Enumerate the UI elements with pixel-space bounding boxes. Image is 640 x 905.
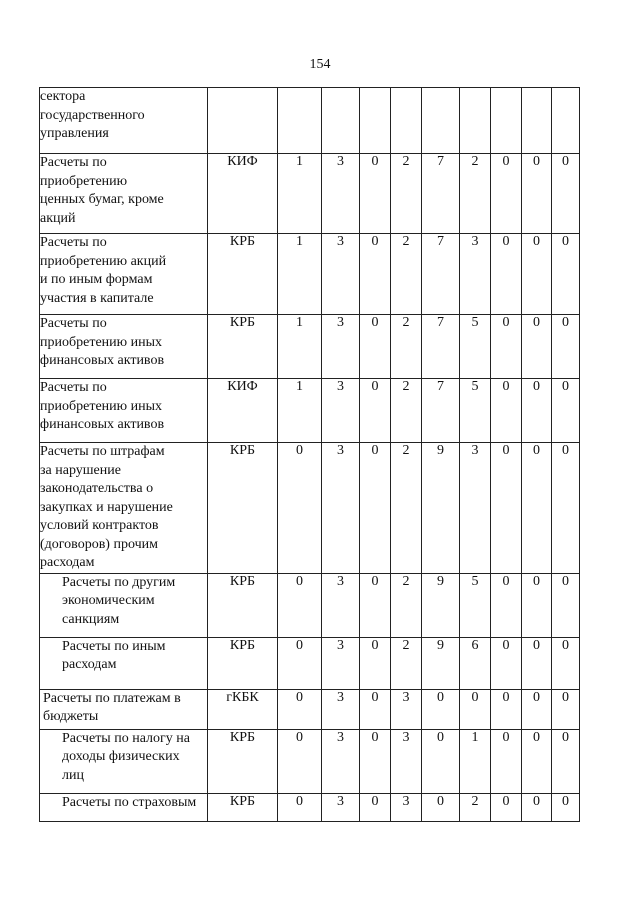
description-line: приобретению иных bbox=[40, 334, 162, 350]
account-digit: 0 bbox=[491, 154, 522, 234]
account-digit: 0 bbox=[522, 234, 552, 315]
account-digit: 0 bbox=[360, 637, 391, 689]
account-code: КИФ bbox=[208, 379, 278, 443]
account-code: КИФ bbox=[208, 154, 278, 234]
table-row bbox=[40, 637, 580, 689]
account-digit: 2 bbox=[391, 443, 422, 574]
account-digit: 0 bbox=[552, 689, 580, 729]
account-digit: 0 bbox=[552, 729, 580, 793]
account-digit: 2 bbox=[391, 379, 422, 443]
account-digit: 3 bbox=[460, 443, 491, 574]
description-line: Расчеты по платежам в bbox=[43, 690, 181, 706]
description-line: управления bbox=[40, 126, 109, 141]
account-digit: 3 bbox=[322, 379, 360, 443]
table-row bbox=[40, 443, 580, 574]
account-digit: 0 bbox=[552, 793, 580, 821]
account-digit: 1 bbox=[460, 729, 491, 793]
description-line: финансовых активов bbox=[40, 353, 165, 368]
description-line: законодательства о bbox=[40, 481, 154, 496]
account-code: КРБ bbox=[208, 637, 278, 689]
description-line: расходам bbox=[40, 555, 95, 570]
account-digit: 2 bbox=[391, 573, 422, 637]
description-line: приобретению иных bbox=[40, 398, 162, 414]
account-description bbox=[40, 573, 208, 637]
account-digit: 7 bbox=[422, 379, 460, 443]
description-line: финансовых активов bbox=[40, 417, 165, 432]
description-line: Расчеты по страховым bbox=[62, 794, 197, 810]
account-digit: 3 bbox=[391, 793, 422, 821]
account-digit: 3 bbox=[322, 573, 360, 637]
account-digit: 0 bbox=[278, 443, 322, 574]
account-digit: 0 bbox=[491, 234, 522, 315]
account-code: КРБ bbox=[208, 315, 278, 379]
account-code: КРБ bbox=[208, 573, 278, 637]
account-digit: 0 bbox=[460, 689, 491, 729]
account-digit: 0 bbox=[552, 573, 580, 637]
account-digit: 0 bbox=[360, 379, 391, 443]
table-row bbox=[40, 573, 580, 637]
description-line: Расчеты по bbox=[40, 316, 107, 331]
table-row bbox=[40, 793, 580, 821]
account-digit bbox=[360, 88, 391, 154]
account-digit: 3 bbox=[322, 729, 360, 793]
account-digit: 5 bbox=[460, 315, 491, 379]
account-digit: 0 bbox=[491, 573, 522, 637]
account-digit: 3 bbox=[322, 234, 360, 315]
account-digit: 3 bbox=[460, 234, 491, 315]
account-code: КРБ bbox=[208, 729, 278, 793]
account-digit: 3 bbox=[322, 637, 360, 689]
description-line: Расчеты по штрафам bbox=[40, 444, 165, 459]
description-line: Расчеты по налогу на bbox=[62, 730, 190, 746]
account-digit bbox=[491, 88, 522, 154]
account-digit: 0 bbox=[360, 154, 391, 234]
account-digit: 5 bbox=[460, 573, 491, 637]
accounts-table bbox=[39, 87, 580, 822]
account-digit: 0 bbox=[491, 315, 522, 379]
account-digit: 0 bbox=[552, 154, 580, 234]
account-digit bbox=[278, 88, 322, 154]
account-digit: 0 bbox=[360, 315, 391, 379]
account-digit: 0 bbox=[552, 637, 580, 689]
account-digit: 0 bbox=[360, 689, 391, 729]
account-code: КРБ bbox=[208, 443, 278, 574]
table-row bbox=[40, 689, 580, 729]
description-line: Расчеты по bbox=[40, 380, 107, 395]
description-line: за нарушение bbox=[40, 462, 121, 478]
account-digit: 0 bbox=[552, 443, 580, 574]
account-digit: 0 bbox=[422, 689, 460, 729]
account-digit: 0 bbox=[278, 793, 322, 821]
table-row bbox=[40, 729, 580, 793]
table-row bbox=[40, 88, 580, 154]
account-digit: 0 bbox=[360, 573, 391, 637]
description-line: Расчеты по иным bbox=[62, 638, 166, 654]
description-line: закупках и нарушение bbox=[40, 499, 173, 515]
account-digit: 0 bbox=[278, 689, 322, 729]
account-digit: 0 bbox=[522, 443, 552, 574]
account-digit: 0 bbox=[491, 689, 522, 729]
account-digit: 2 bbox=[391, 234, 422, 315]
description-line: участия в капитале bbox=[40, 290, 154, 306]
description-line: сектора bbox=[40, 89, 86, 104]
account-digit: 0 bbox=[360, 234, 391, 315]
account-digit: 7 bbox=[422, 234, 460, 315]
account-digit: 2 bbox=[460, 154, 491, 234]
account-description bbox=[40, 729, 208, 793]
account-digit: 0 bbox=[522, 729, 552, 793]
account-digit: 3 bbox=[322, 689, 360, 729]
account-digit: 0 bbox=[522, 689, 552, 729]
account-digit: 7 bbox=[422, 154, 460, 234]
account-description bbox=[40, 88, 208, 154]
account-digit: 0 bbox=[552, 315, 580, 379]
account-digit: 2 bbox=[460, 793, 491, 821]
account-digit: 0 bbox=[422, 793, 460, 821]
account-digit: 3 bbox=[391, 689, 422, 729]
account-digit: 0 bbox=[360, 793, 391, 821]
description-line: расходам bbox=[62, 657, 117, 672]
account-code bbox=[208, 88, 278, 154]
description-line: акций bbox=[40, 210, 76, 226]
account-digit: 0 bbox=[360, 443, 391, 574]
account-description bbox=[40, 443, 208, 574]
account-digit: 0 bbox=[491, 443, 522, 574]
account-digit: 1 bbox=[278, 379, 322, 443]
account-description bbox=[40, 793, 208, 821]
account-digit bbox=[460, 88, 491, 154]
table-row bbox=[40, 315, 580, 379]
account-digit: 0 bbox=[522, 379, 552, 443]
account-digit: 3 bbox=[322, 443, 360, 574]
account-description bbox=[40, 154, 208, 234]
account-digit: 9 bbox=[422, 637, 460, 689]
account-digit: 9 bbox=[422, 573, 460, 637]
description-line: приобретению bbox=[40, 173, 128, 189]
account-digit: 1 bbox=[278, 234, 322, 315]
account-digit: 0 bbox=[278, 729, 322, 793]
table-row bbox=[40, 379, 580, 443]
description-line: лиц bbox=[62, 767, 84, 783]
account-digit: 0 bbox=[491, 637, 522, 689]
account-description bbox=[40, 637, 208, 689]
account-digit: 1 bbox=[278, 154, 322, 234]
description-line: приобретению акций bbox=[40, 253, 167, 269]
account-digit bbox=[391, 88, 422, 154]
account-digit: 0 bbox=[552, 379, 580, 443]
account-digit bbox=[522, 88, 552, 154]
account-digit: 0 bbox=[278, 573, 322, 637]
account-code: КРБ bbox=[208, 234, 278, 315]
account-digit: 0 bbox=[552, 234, 580, 315]
account-digit: 0 bbox=[491, 379, 522, 443]
account-description bbox=[40, 315, 208, 379]
description-line: Расчеты по другим bbox=[62, 574, 176, 590]
description-line: и по иным формам bbox=[40, 272, 153, 287]
description-line: ценных бумаг, кроме bbox=[40, 192, 164, 207]
account-description bbox=[40, 234, 208, 315]
account-digit: 0 bbox=[360, 729, 391, 793]
account-digit: 3 bbox=[322, 154, 360, 234]
account-digit: 0 bbox=[522, 573, 552, 637]
account-digit: 3 bbox=[391, 729, 422, 793]
account-digit: 0 bbox=[522, 154, 552, 234]
account-digit: 3 bbox=[322, 793, 360, 821]
account-digit bbox=[552, 88, 580, 154]
account-digit: 0 bbox=[522, 637, 552, 689]
account-digit: 9 bbox=[422, 443, 460, 574]
account-digit: 2 bbox=[391, 154, 422, 234]
account-digit: 7 bbox=[422, 315, 460, 379]
account-digit: 2 bbox=[391, 315, 422, 379]
description-line: условий контрактов bbox=[40, 518, 159, 533]
account-description bbox=[40, 379, 208, 443]
account-digit: 0 bbox=[422, 729, 460, 793]
description-line: Расчеты по bbox=[40, 155, 107, 170]
description-line: Расчеты по bbox=[40, 235, 107, 250]
account-digit bbox=[422, 88, 460, 154]
account-digit: 5 bbox=[460, 379, 491, 443]
account-code: КРБ bbox=[208, 793, 278, 821]
account-digit: 0 bbox=[491, 793, 522, 821]
description-line: государственного bbox=[40, 107, 145, 123]
account-digit: 0 bbox=[491, 729, 522, 793]
description-line: экономическим bbox=[62, 593, 155, 608]
table-row bbox=[40, 234, 580, 315]
description-line: доходы физических bbox=[62, 749, 180, 764]
account-digit: 0 bbox=[522, 315, 552, 379]
page-number: 154 bbox=[309, 57, 331, 72]
account-digit: 6 bbox=[460, 637, 491, 689]
account-digit: 0 bbox=[278, 637, 322, 689]
account-digit: 3 bbox=[322, 315, 360, 379]
account-digit bbox=[322, 88, 360, 154]
description-line: бюджеты bbox=[43, 709, 99, 724]
account-digit: 2 bbox=[391, 637, 422, 689]
description-line: (договоров) прочим bbox=[40, 536, 158, 552]
account-code: гКБК bbox=[208, 689, 278, 729]
account-description bbox=[40, 689, 208, 729]
account-digit: 0 bbox=[522, 793, 552, 821]
account-digit: 1 bbox=[278, 315, 322, 379]
table-row bbox=[40, 154, 580, 234]
description-line: санкциям bbox=[62, 611, 120, 627]
